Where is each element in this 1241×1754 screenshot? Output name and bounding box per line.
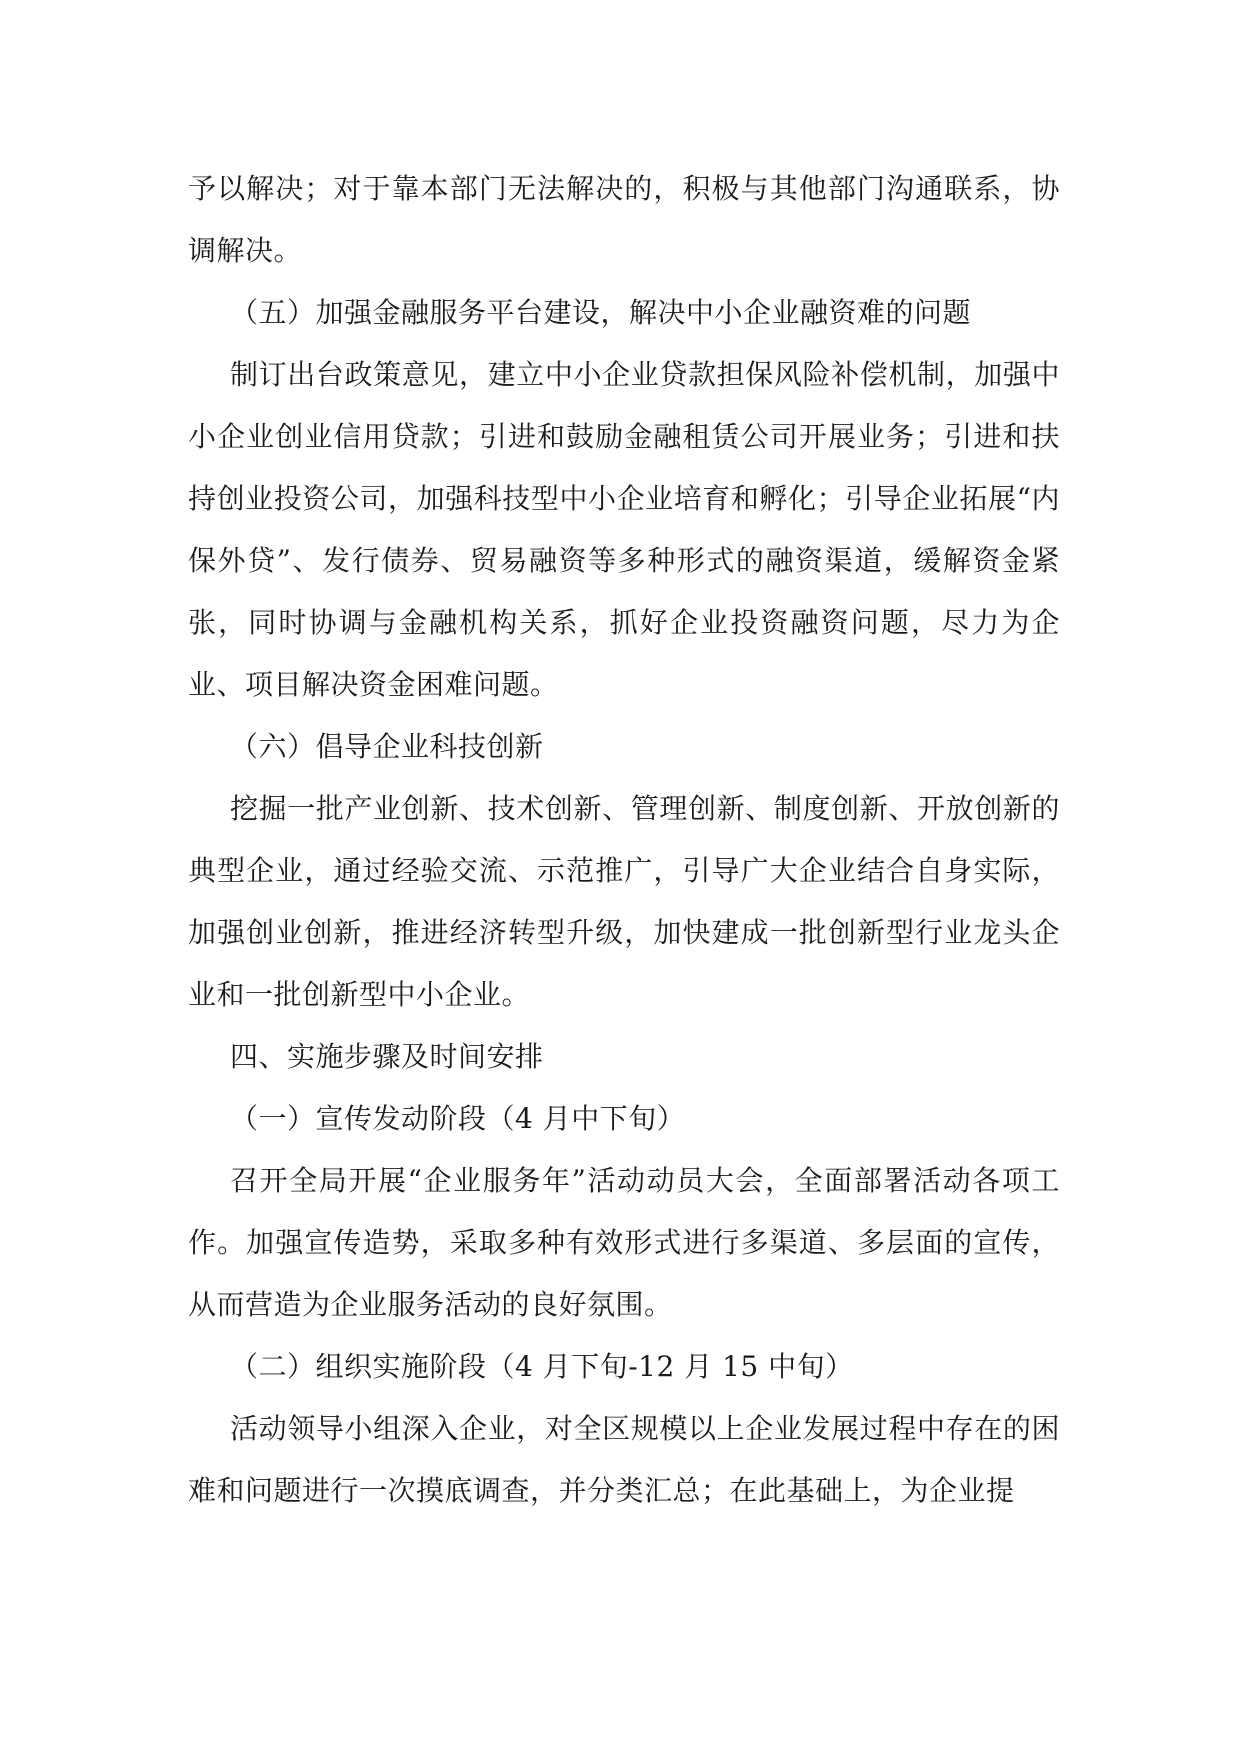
document-body [188, 158, 1060, 1522]
paragraph-publicity: 召开全局开展“企业服务年”活动动员大会，全面部署活动各项工作。加强宣传造势，采取多种有效形式进行多渠道、多层面的宣传，从而营造为企业服务活动的良好氛围。 [188, 1164, 1060, 1321]
section-heading-5: （五）加强金融服务平台建设，解决中小企业融资难的问题 [230, 296, 972, 329]
step-heading-2: （二）组织实施阶段（4 月下旬-12 月 15 中旬） [230, 1350, 854, 1383]
paragraph-financing: 制订出台政策意见，建立中小企业贷款担保风险补偿机制，加强中小企业创业信用贷款；引进和鼓励金融租赁公司开展业务；引进和扶持创业投资公司，加强科技型中小企业培育和孵化；引导企业拓展“内保外贷”、发行债券、贸易融资等多种形式的融资渠道，缓解资金紧张，同时协调与金融机构关系，抓好企业投资融资问题，尽力为企业、项目解决资金困难问题。 [188, 358, 1060, 701]
paragraph-implementation: 活动领导小组深入企业，对全区规模以上企业发展过程中存在的困难和问题进行一次摸底调查，并分类汇总；在此基础上，为企业提 [188, 1412, 1060, 1507]
chapter-heading-4: 四、实施步骤及时间安排 [230, 1040, 544, 1073]
paragraph-innovation: 挖掘一批产业创新、技术创新、管理创新、制度创新、开放创新的典型企业，通过经验交流、示范推广，引导广大企业结合自身实际，加强创业创新，推进经济转型升级，加快建成一批创新型行业龙头企业和一批创新型中小企业。 [188, 792, 1060, 1011]
paragraph-continuation: 予以解决；对于靠本部门无法解决的，积极与其他部门沟通联系，协调解决。 [188, 172, 1060, 267]
section-heading-6: （六）倡导企业科技创新 [230, 730, 544, 763]
step-heading-1: （一）宣传发动阶段（4 月中下旬） [230, 1102, 686, 1135]
